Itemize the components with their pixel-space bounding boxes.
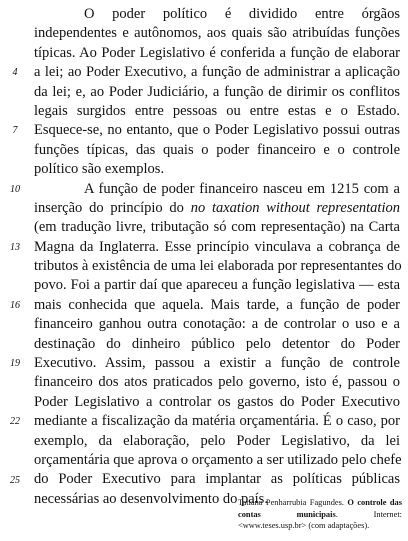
italic-phrase: no taxation without representation <box>190 199 400 216</box>
text-line <box>34 354 400 373</box>
line-number: 7 <box>12 125 18 137</box>
text-line <box>34 296 400 315</box>
text-segment: A função de poder financeiro nasceu em 1215 com a <box>84 180 400 197</box>
text-line <box>34 393 400 412</box>
text-segment: Magna da Inglaterra. Esse princípio vinculava a cobrança de <box>34 238 400 255</box>
text-segment: inserção do princípio do <box>34 199 191 216</box>
citation-url: <www.teses.usp.br> <box>238 521 307 530</box>
line-number: 25 <box>10 474 20 486</box>
text-line <box>34 257 400 276</box>
text-segment: independentes e autônomos, aos quais são atribuídas funções <box>34 25 400 42</box>
text-segment: (em tradução livre, tributação só com representação) na Carta <box>34 219 400 236</box>
text-segment: Poder Legislativo a controlar os gastos do Poder Executivo <box>34 393 400 410</box>
text-line <box>34 5 400 24</box>
text-segment: do Poder Executivo para implantar as políticas públicas <box>34 471 400 488</box>
text-segment: mediante a fiscalização da matéria orçamentária. É o caso, por <box>34 413 400 430</box>
text-line <box>34 102 400 121</box>
line-number: 4 <box>12 67 18 79</box>
text-segment: político são exemplos. <box>34 161 165 178</box>
text-line <box>34 83 400 102</box>
text-line <box>34 44 400 63</box>
text-segment: financeiro ganhou outra conotação: a de controlar o uso e a <box>34 316 400 333</box>
text-line <box>34 218 400 237</box>
text-line <box>34 412 400 431</box>
line-number: 22 <box>10 416 20 428</box>
citation <box>238 497 402 532</box>
text-segment: legais surgidos entre pessoas ou entre estas e o Estado. <box>34 102 400 119</box>
citation-internet-label: . Internet: <box>335 509 402 519</box>
text-line <box>34 451 400 470</box>
text-line <box>34 432 400 451</box>
text-line <box>34 160 400 179</box>
text-segment: orçamentária que aprova o orçamento a ser utilizado pelo chefe <box>34 451 402 468</box>
text-segment: exemplo, da elaboração, pelo Poder Legislativo, da lei <box>34 432 400 449</box>
text-segment: povo. Foi a partir daí que apareceu a função legislativa — esta <box>34 277 400 294</box>
text-segment: da lei; e, ao Poder Judiciário, a função de dirimir os conflitos <box>34 83 400 100</box>
text-segment: típicas. Ao Poder Legislativo é conferida a função de elaborar <box>34 44 400 61</box>
text-line <box>34 141 400 160</box>
text-segment: necessárias ao desenvolvimento do país. <box>34 490 268 507</box>
citation-author: Tatiana Penharrubia Fagundes. <box>238 498 344 507</box>
text-line <box>34 199 400 218</box>
text-line <box>34 24 400 43</box>
text-segment: O poder político é dividido entre órgãos <box>84 6 400 22</box>
text-line <box>34 276 400 295</box>
text-segment: destinação do dinheiro público pelo detentor do Poder <box>34 335 400 352</box>
text-line <box>34 373 400 392</box>
article-body <box>34 5 400 509</box>
line-number: 10 <box>10 183 20 195</box>
line-number: 19 <box>10 358 20 370</box>
text-line <box>34 335 400 354</box>
citation-title: O controle das contas municipais <box>238 498 402 519</box>
citation-note: (com adaptações). <box>308 521 370 530</box>
text-line <box>34 180 400 199</box>
line-number: 16 <box>10 300 20 311</box>
text-segment: funções típicas, das quais o poder financeiro e o controle <box>34 141 400 158</box>
text-segment: Executivo. Assim, passou a existir a função de controle <box>34 355 400 372</box>
text-segment: a lei; ao Poder Executivo, a função de administrar a aplicação <box>34 64 400 81</box>
text-segment: mais conhecida que aquela. Mais tarde, a função de poder <box>34 296 400 313</box>
text-line <box>34 470 400 489</box>
text-segment: Esquece-se, no entanto, que o Poder Legislativo possui outras <box>34 122 400 139</box>
text-segment: financeiro dos atos praticados pelo governo, isto é, passou o <box>34 374 400 391</box>
text-line <box>34 121 400 140</box>
text-line <box>34 315 400 334</box>
line-number: 13 <box>10 241 20 253</box>
text-line <box>34 238 400 257</box>
text-line <box>34 63 400 82</box>
text-segment: tributos à existência de uma lei elaborada por representantes do <box>34 258 402 275</box>
